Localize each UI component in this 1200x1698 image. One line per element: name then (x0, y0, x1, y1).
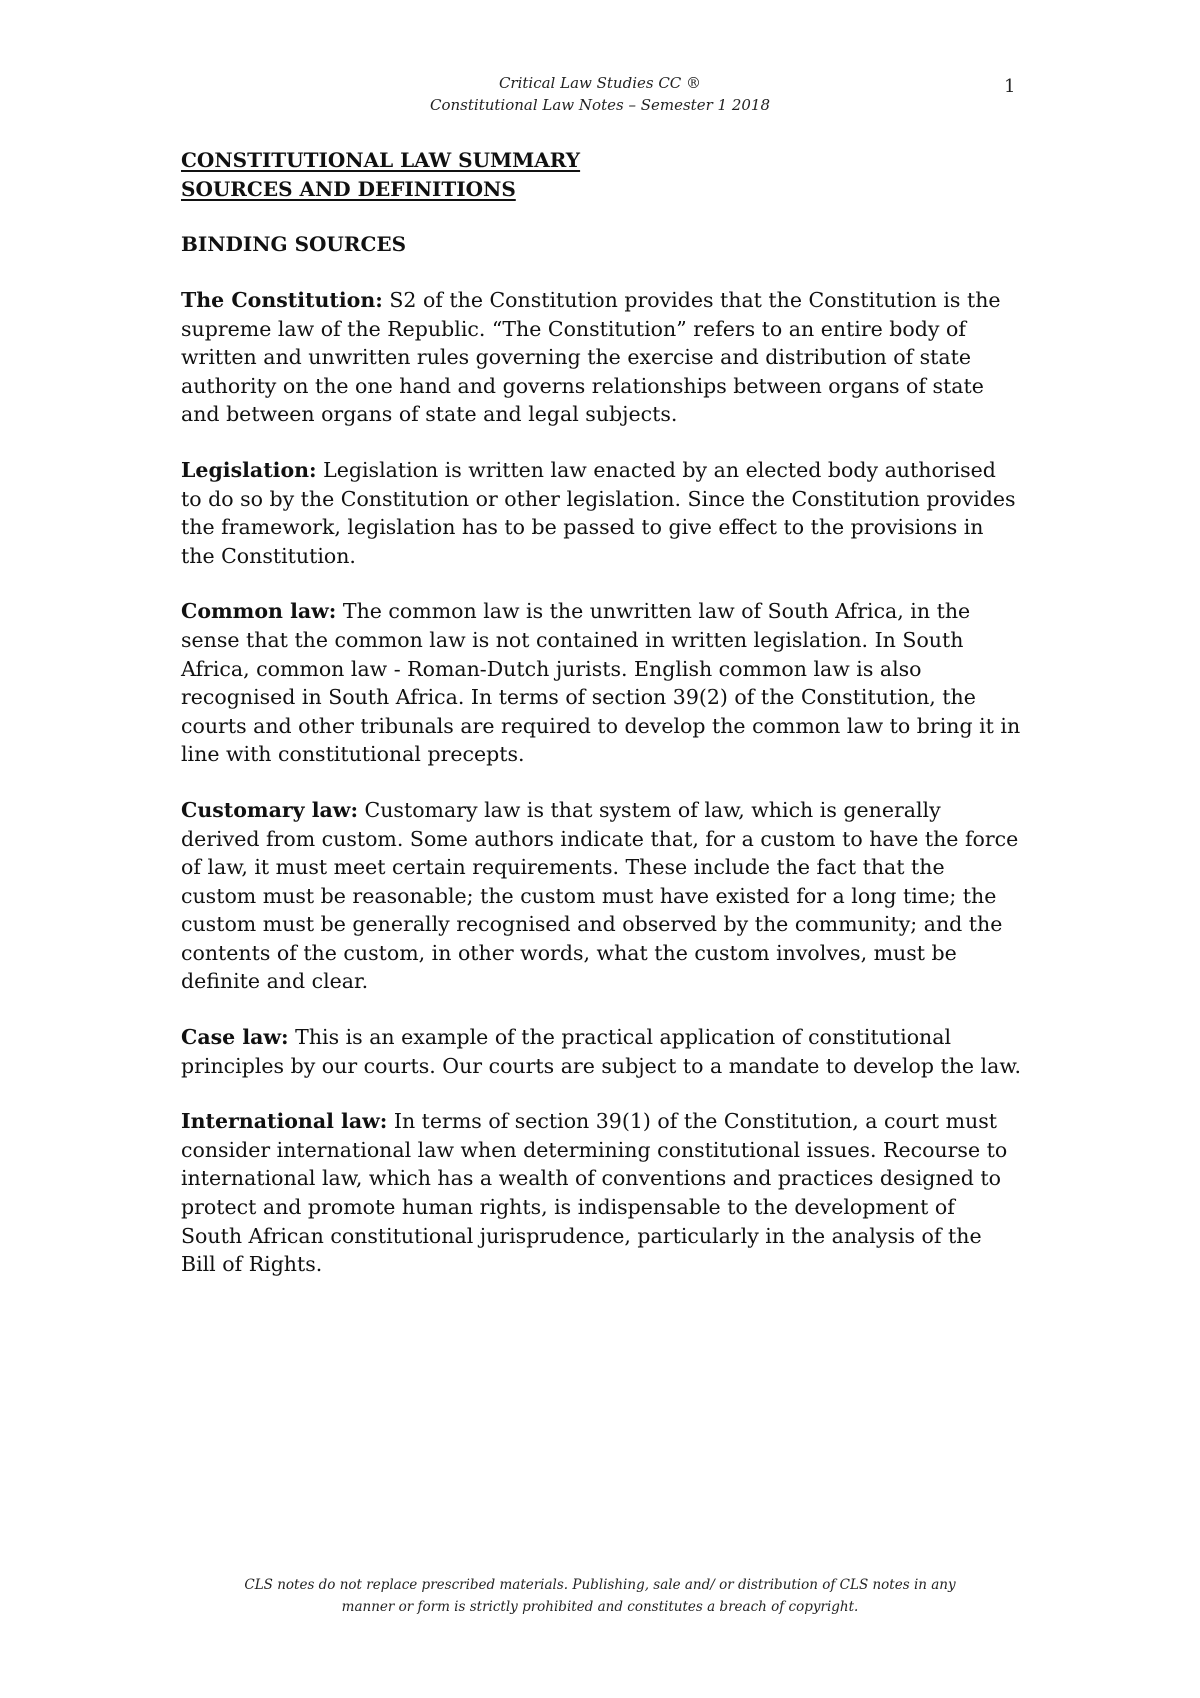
header-publisher: Critical Law Studies CC ® (498, 74, 702, 92)
term-label: Common law: (181, 599, 337, 624)
document-body (181, 146, 1021, 1279)
term-label: The Constitution: (181, 288, 383, 312)
paragraph-text: The common law is the unwritten law of South Africa, in the sense that the common law is not contained in written legislation. In South Africa, common law - Roman-Dutch jurists. English common law is also recognised in South Africa. In terms of section 39(2) of the Constitution, the courts and other tribunals are required to develop the common law to bring it in line with constitutional precepts. (181, 599, 1021, 767)
paragraph-text: Customary law is that system of law, which is generally derived from custom. Some authors indicate that, for a custom to have the force of law, it must meet certain requirements. These include the fact that the custom must be reasonable; the custom must have existed for a long time; the custom must be generally recognised and observed by the community; and the contents of the custom, in other words, what the custom involves, must be definite and clear. (181, 797, 1019, 994)
paragraph-text: In terms of section 39(1) of the Constitution, a court must consider international law when determining constitutional issues. Recourse to international law, which has a wealth of conventions and practices designed to protect and promote human rights, is indispensable to the development of South African constitutional jurisprudence, particularly in the analysis of the Bill of Rights. (181, 1109, 1008, 1277)
paragraph-case-law (181, 1023, 1021, 1080)
document-subtitle: SOURCES AND DEFINITIONS (181, 177, 516, 201)
paragraph-constitution (181, 286, 1021, 429)
copyright-footer (150, 1574, 1050, 1618)
running-header (300, 72, 900, 116)
footer-line-1: CLS notes do not replace prescribed materials. Publishing, sale and/ or distribution of CLS notes in any (244, 1577, 956, 1593)
paragraph-text: Legislation is written law enacted by an elected body authorised to do so by the Constitution or other legislation. Since the Constitution provides the framework, legislation has to be passed to give effect to the provisions in the Constitution. (181, 457, 1016, 568)
paragraph-common-law (181, 597, 1021, 769)
paragraph-text: This is an example of the practical application of constitutional principles by our courts. Our courts are subject to a mandate to develop the law. (181, 1025, 1021, 1078)
term-label: Case law: (181, 1025, 289, 1050)
term-label: Customary law: (181, 797, 359, 822)
section-heading: BINDING SOURCES (181, 232, 407, 256)
paragraph-international-law (181, 1107, 1021, 1279)
page-number: 1 (1004, 76, 1016, 97)
header-course: Constitutional Law Notes – Semester 1 2018 (430, 96, 770, 114)
paragraph-legislation (181, 456, 1021, 570)
footer-line-2: manner or form is strictly prohibited and constitutes a breach of copyright. (341, 1599, 859, 1615)
term-label: Legislation: (181, 457, 317, 482)
paragraph-text: S2 of the Constitution provides that the Constitution is the supreme law of the Republic. “The Constitution” refers to an entire body of written and unwritten rules governing the exercise and distribution of state authority on the one hand and governs relationships between organs of state and between organs of state and legal subjects. (181, 288, 1001, 427)
paragraph-customary-law (181, 796, 1021, 996)
document-title: CONSTITUTIONAL LAW SUMMARY (181, 148, 581, 172)
term-label: International law: (181, 1109, 388, 1134)
